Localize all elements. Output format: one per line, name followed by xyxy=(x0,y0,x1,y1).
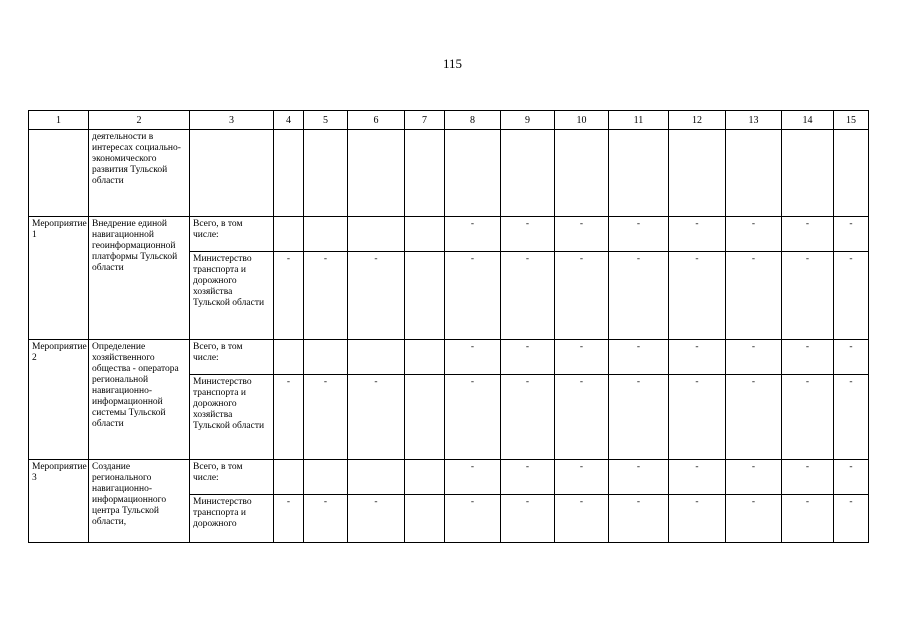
value-cell: - xyxy=(501,217,555,252)
value-cell: - xyxy=(726,460,782,495)
header-cell: 7 xyxy=(405,111,445,130)
header-cell: 2 xyxy=(89,111,190,130)
value-cell: - xyxy=(726,495,782,543)
value-cell: - xyxy=(782,217,834,252)
value-cell: - xyxy=(555,460,609,495)
value-cell xyxy=(304,340,348,375)
total-label: Всего, в том числе: xyxy=(190,340,274,375)
value-cell: - xyxy=(501,495,555,543)
value-cell: - xyxy=(274,375,304,460)
activity-description: Создание регионального навигационно-информационного центра Тульской области, xyxy=(89,460,190,543)
table-row xyxy=(29,460,869,495)
table-row xyxy=(29,217,869,252)
value-cell: - xyxy=(274,252,304,340)
value-cell: - xyxy=(348,375,405,460)
activity-label: Мероприятие 1 xyxy=(29,217,89,340)
value-cell xyxy=(274,460,304,495)
value-cell: - xyxy=(555,340,609,375)
activity-label: Мероприятие 2 xyxy=(29,340,89,460)
value-cell: - xyxy=(609,460,669,495)
activity-label: Мероприятие 3 xyxy=(29,460,89,543)
value-cell xyxy=(405,375,445,460)
value-cell: - xyxy=(445,460,501,495)
value-cell: - xyxy=(782,375,834,460)
header-cell: 10 xyxy=(555,111,609,130)
activity-description: Определение хозяйственного общества - оператора региональной навигационно-информационной системы Тульской области xyxy=(89,340,190,460)
value-cell xyxy=(274,340,304,375)
continuation-text: деятельности в интересах социально-экономического развития Тульской области xyxy=(89,130,190,217)
activity-description: Внедрение единой навигационной геоинформационной платформы Тульской области xyxy=(89,217,190,340)
header-cell: 8 xyxy=(445,111,501,130)
value-cell: - xyxy=(445,252,501,340)
value-cell: - xyxy=(304,375,348,460)
value-cell: - xyxy=(834,217,869,252)
header-cell: 5 xyxy=(304,111,348,130)
empty-cell xyxy=(29,130,89,217)
value-cell: - xyxy=(609,340,669,375)
value-cell: - xyxy=(782,460,834,495)
value-cell xyxy=(405,252,445,340)
value-cell: - xyxy=(555,495,609,543)
header-cell: 6 xyxy=(348,111,405,130)
value-cell: - xyxy=(669,375,726,460)
header-cell: 14 xyxy=(782,111,834,130)
header-cell: 4 xyxy=(274,111,304,130)
value-cell: - xyxy=(834,460,869,495)
value-cell: - xyxy=(669,495,726,543)
value-cell: - xyxy=(348,495,405,543)
value-cell: - xyxy=(445,375,501,460)
value-cell: - xyxy=(304,495,348,543)
value-cell: - xyxy=(501,252,555,340)
value-cell: - xyxy=(669,460,726,495)
value-cell: - xyxy=(609,252,669,340)
value-cell: - xyxy=(445,495,501,543)
value-cell: - xyxy=(445,340,501,375)
value-cell: - xyxy=(555,217,609,252)
value-cell: - xyxy=(782,340,834,375)
ministry-label: Министерство транспорта и дорожного хозяйства Тульской области xyxy=(190,375,274,460)
value-cell: - xyxy=(834,252,869,340)
value-cell: - xyxy=(609,217,669,252)
value-cell: - xyxy=(669,252,726,340)
ministry-label: Министерство транспорта и дорожного xyxy=(190,495,274,543)
table-row xyxy=(29,340,869,375)
value-cell xyxy=(405,217,445,252)
header-cell: 12 xyxy=(669,111,726,130)
value-cell xyxy=(348,340,405,375)
value-cell xyxy=(405,340,445,375)
value-cell: - xyxy=(501,460,555,495)
value-cell xyxy=(304,460,348,495)
header-row xyxy=(29,111,869,130)
value-cell: - xyxy=(609,375,669,460)
total-label: Всего, в том числе: xyxy=(190,217,274,252)
value-cell: - xyxy=(348,252,405,340)
value-cell: - xyxy=(834,495,869,543)
total-label: Всего, в том числе: xyxy=(190,460,274,495)
continuation-row xyxy=(29,130,869,217)
header-cell: 1 xyxy=(29,111,89,130)
value-cell: - xyxy=(555,252,609,340)
header-cell: 13 xyxy=(726,111,782,130)
value-cell: - xyxy=(304,252,348,340)
value-cell: - xyxy=(445,217,501,252)
value-cell: - xyxy=(609,495,669,543)
value-cell: - xyxy=(555,375,609,460)
value-cell xyxy=(405,460,445,495)
ministry-label: Министерство транспорта и дорожного хозяйства Тульской области xyxy=(190,252,274,340)
header-cell: 3 xyxy=(190,111,274,130)
value-cell: - xyxy=(726,217,782,252)
value-cell: - xyxy=(669,217,726,252)
header-cell: 11 xyxy=(609,111,669,130)
value-cell xyxy=(274,217,304,252)
data-table xyxy=(28,110,869,543)
value-cell xyxy=(348,217,405,252)
value-cell xyxy=(348,460,405,495)
value-cell: - xyxy=(501,375,555,460)
value-cell: - xyxy=(726,375,782,460)
value-cell: - xyxy=(834,340,869,375)
value-cell: - xyxy=(726,340,782,375)
header-cell: 15 xyxy=(834,111,869,130)
value-cell: - xyxy=(782,252,834,340)
value-cell: - xyxy=(274,495,304,543)
value-cell xyxy=(405,495,445,543)
value-cell: - xyxy=(501,340,555,375)
page-number: 115 xyxy=(442,56,463,71)
value-cell: - xyxy=(834,375,869,460)
value-cell: - xyxy=(669,340,726,375)
header-cell: 9 xyxy=(501,111,555,130)
empty-cell xyxy=(190,130,274,217)
value-cell: - xyxy=(782,495,834,543)
value-cell: - xyxy=(726,252,782,340)
value-cell xyxy=(304,217,348,252)
